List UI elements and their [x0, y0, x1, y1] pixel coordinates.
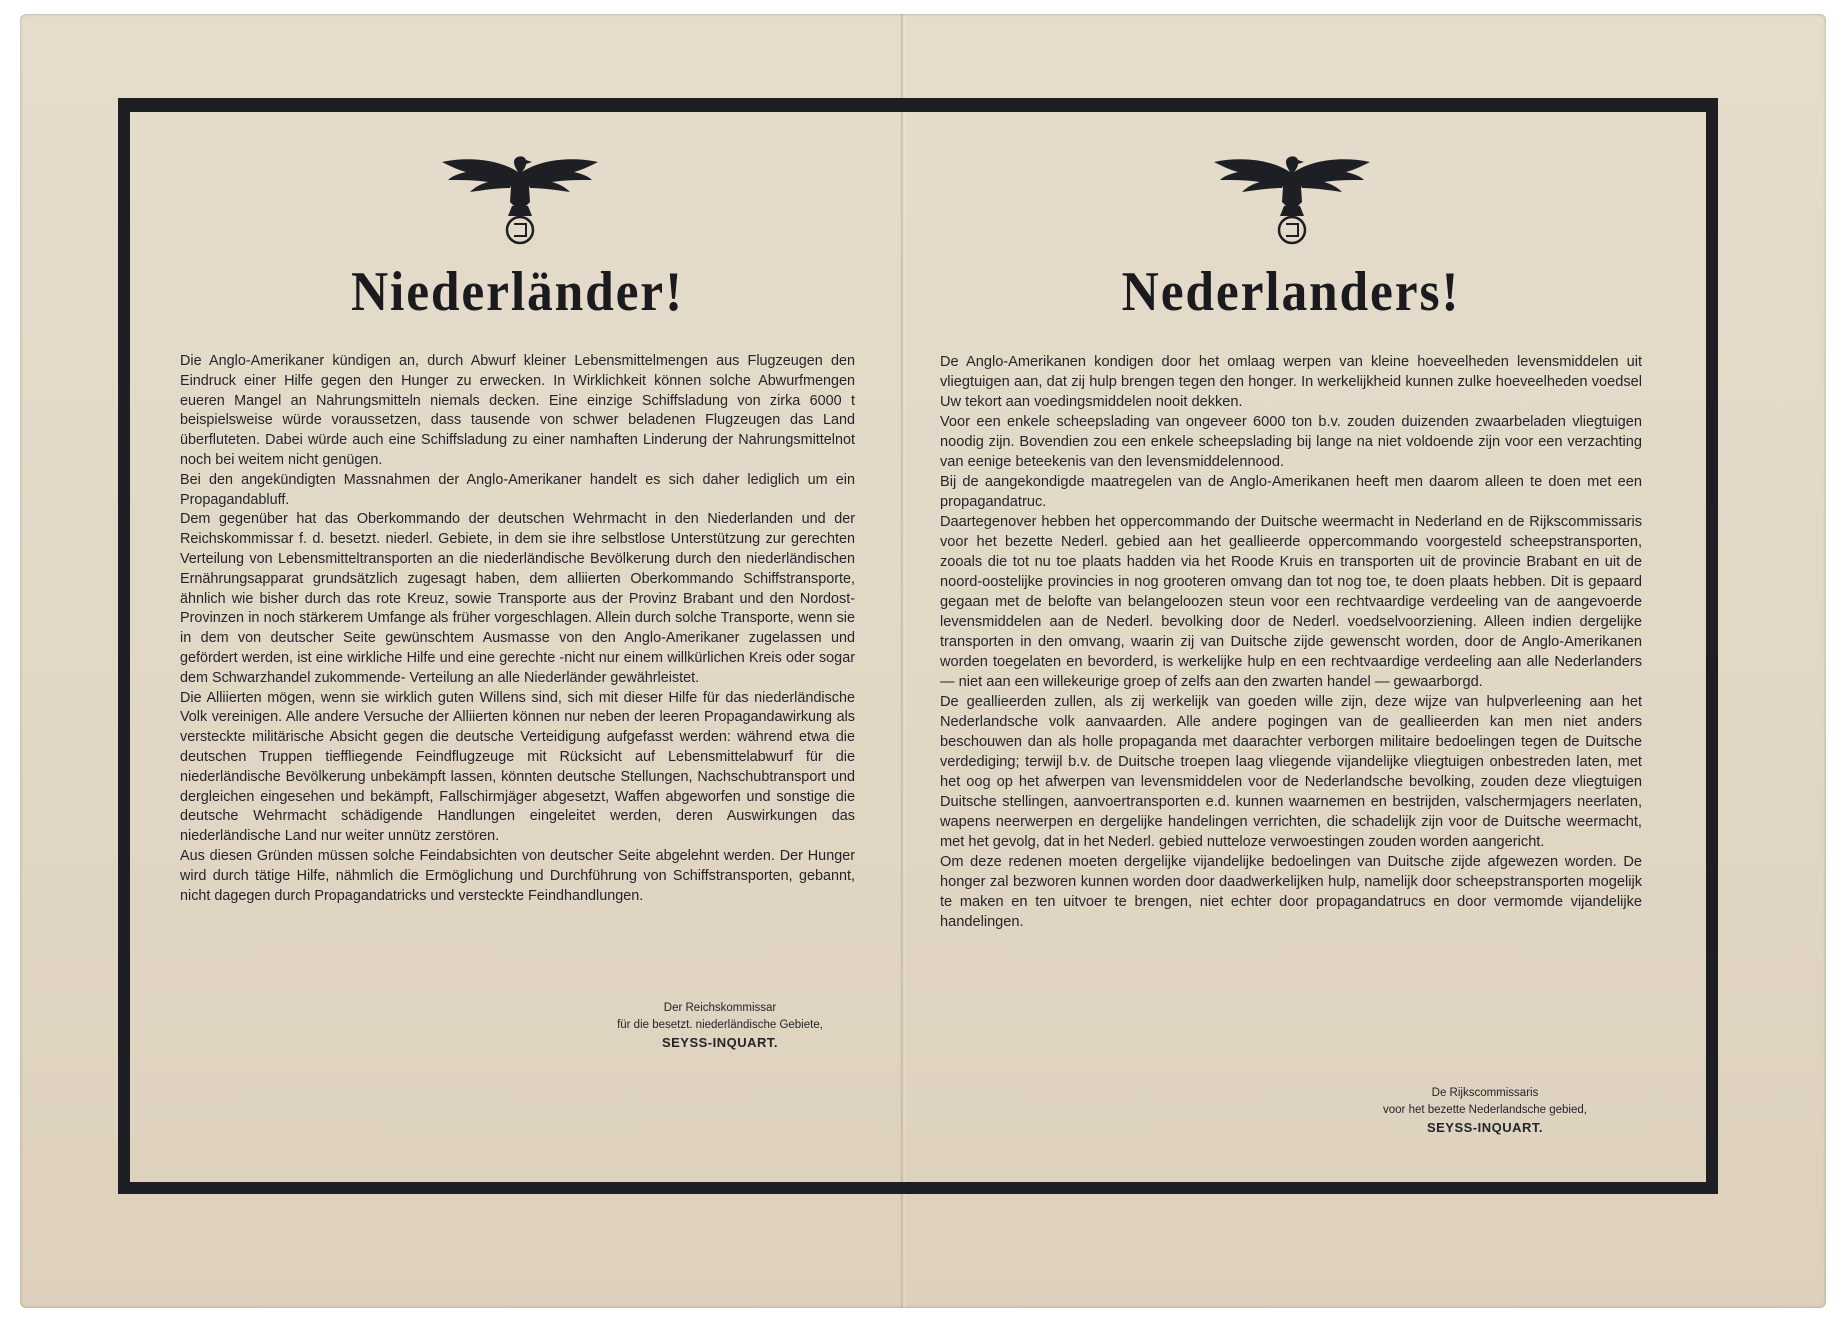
signature-title: De Rijkscommissaris — [1431, 1087, 1539, 1099]
signature-title: Der Reichskommissar — [663, 1002, 777, 1014]
paragraph: Voor een enkele scheepslading van ongeveer 6000 ton b.v. zouden duizenden zwaarbeladen vliegtuigen noodig zijn. Bovendien zou een enkele scheepslading bij lange na niet voldoende zijn voor een verzachting van eenige beteekenis van den levensmiddelennood. — [940, 414, 1642, 470]
signature-office: voor het bezette Nederlandsche gebied, — [1383, 1104, 1587, 1116]
german-column — [180, 140, 855, 1318]
dutch-column — [940, 140, 1642, 1318]
page-title-german: Niederländer! — [351, 261, 684, 323]
german-body — [180, 352, 855, 906]
signature-office: für die besetzt. niederländische Gebiete, — [617, 1019, 823, 1031]
signature-name: SEYSS-INQUART. — [661, 1035, 779, 1050]
paragraph: De Anglo-Amerikanen kondigen door het omlaag werpen van kleine hoeveelheden levensmiddelen uit vliegtuigen aan, dat zij hulp brengen tegen den honger. In werkelijkheid kunnen zulke hoeveelheden voedsel Uw tekort aan voedingsmiddelen nooit dekken. — [940, 354, 1642, 410]
paragraph: Die Alliierten mögen, wenn sie wirklich guten Willens sind, sich mit dieser Hilfe für das niederländische Volk vereinigen. Alle andere Versuche der Alliierten können nur neben der leeren Propagandawirkung als versteckte militärische Absicht gegen die deutsche Verteidigung aufgefasst werden: während etwa die deutschen Truppen tieffliegende Feindflugzeuge mit Rücksicht auf Lebensmittelabwurf für die niederländische Bevölkerung unbekämpft lassen, könnten deutsche Stellungen, Nachschubtransport und dergleichen eingesehen und bekämpft, Fallschirmjäger abgesetzt, Waffen abgeworfen und sonstige die deutsche Wehrmacht schädigende Handlungen eingeleitet werden, deren Auswirkungen das niederländische Land nur weiter unnütz zerstören. — [180, 689, 855, 845]
dutch-body — [940, 352, 1642, 932]
paragraph: Daartegenover hebben het oppercommando der Duitsche weermacht in Nederland en de Rijkscommissaris voor het bezette Nederl. gebied aan het geallieerde oppercommando voorgesteld scheepstransporten, zooals die tot nu toe plaats hadden via het Roode Kruis en transporten uit de provincie Brabant en uit de noord-oostelijke provincies in nog grooteren omvang dan tot nog toe, te doen plaats hebben. Dit is gepaard gegaan met de belofte van belangeloozen steun voor een rechtvaardige verdeeling van de aangevoerde levensmiddelen aan de Nederl. bevolking door de Nederl. voedselvoorziening. Alleen indien dergelijke transporten in den omvang, waarin zij van Duitsche zijde gewenscht worden, door de Anglo-Amerikanen worden toegelaten en bevorderd, is werkelijke hulp en een rechtvaardige verdeeling aan alle Nederlanders — niet aan een willekeurige groep of zelfs aan den zwarten handel — gewaarborgd. — [940, 514, 1642, 690]
paragraph: De geallieerden zullen, als zij werkelijk van goeden wille zijn, deze wijze van hulpverleening aan het Nederlandsche volk aanvaarden. Alle andere pogingen van de geallieerden kan men niet anders beschouwen dan als holle propaganda met daarachter verborgen militaire bedoelingen tegen de Duitsche verdediging; terwijl b.v. de Duitsche troepen laag vliegende vijandelijke vliegtuigen onbestreden laten, met het oog op het afwerpen van levensmiddelen voor de Nederlandsche bevolking, zouden deze vliegtuigen Duitsche stellingen, aanvoertransporten e.d. kunnen waarnemen en bestrijden, valschermjagers neerlaten, wapens neerwerpen en dergelijke handelingen verrichten, die schadelijk zijn voor de Duitsche weermacht, met het gevolg, dat in het Nederl. gebied nutteloze verwoestingen zouden worden aangericht. — [940, 694, 1642, 850]
page-title-dutch: Nederlanders! — [1121, 261, 1461, 323]
signature-block-dutch — [1340, 1085, 1630, 1136]
paragraph: Bij de aangekondigde maatregelen van de Anglo-Amerikanen heeft men daarom alleen te doen met een propagandatruc. — [940, 474, 1642, 510]
signature-name: SEYSS-INQUART. — [1426, 1120, 1544, 1135]
paragraph: Dem gegenüber hat das Oberkommando der deutschen Wehrmacht in den Niederlanden und der Reichskommissar f. d. besetzt. niederl. Gebiete, in dem sie ihre selbstlose Unterstützung zur gerechten Verteilung von Lebensmitteltransporten an die niederländische Bevölkerung durch den niederländischen Ernährungsapparat grundsätzlich zugesagt haben, dem alliierten Oberkommando Schiffstransporte, ähnlich wie bisher durch das rote Kreuz, sowie Transporte aus der Provinz Brabant und den Nordost-Provinzen in noch stärkerem Umfange als früher vorgeschlagen. Allein durch solche Transporte, wenn sie in dem von deutscher Seite gewünschtem Ausmasse von den Anglo-Amerikaner zugelassen und gefördert werden, ist eine wirkliche Hilfe und eine gerechte -nicht nur einem willkürlichen Kreis oder sogar dem Schwarzhandel zukommende- Verteilung an alle Niederländer gewährleistet. — [180, 511, 855, 686]
signature-block-german — [540, 1000, 900, 1051]
eagle-emblem-icon — [1212, 150, 1372, 246]
eagle-emblem-icon — [440, 150, 600, 246]
paragraph: Die Anglo-Amerikaner kündigen an, durch Abwurf kleiner Lebensmittelmengen aus Flugzeugen den Eindruck einer Hilfe gegen den Hunger zu erwecken. In Wirklichkeit können solche Abwurfmengen eueren Mangel an Nahrungsmitteln niemals decken. Eine einzige Schiffsladung von zirka 6000 t beispielsweise würde voraussetzen, dass tausende von schwer beladenen Flugzeugen das Land überfluteten. Dabei würde auch eine Schiffsladung zu einer namhaften Linderung der Nahrungsmittelnot noch bei weitem nicht genügen. — [180, 353, 855, 468]
paragraph: Om deze redenen moeten dergelijke vijandelijke bedoelingen van Duitsche zijde afgewezen worden. De honger zal bezworen kunnen worden door daadwerkelijken hulp, namelijk door scheepstransporten mogelijk te maken en ten uitvoer te brengen, niet echter door propagandatrucs en door vermomde vijandelijke handelingen. — [940, 854, 1642, 930]
paragraph: Bei den angekündigten Massnahmen der Anglo-Amerikaner handelt es sich daher lediglich um ein Propagandabluff. — [180, 471, 855, 508]
paragraph: Aus diesen Gründen müssen solche Feindabsichten von deutscher Seite abgelehnt werden. Der Hunger wird durch tätige Hilfe, nähmlich die Ermöglichung und Durchführung von Schiffstransporten, gebannt, nicht dagegen durch Propagandatricks und versteckte Feindhandlungen. — [180, 847, 855, 904]
